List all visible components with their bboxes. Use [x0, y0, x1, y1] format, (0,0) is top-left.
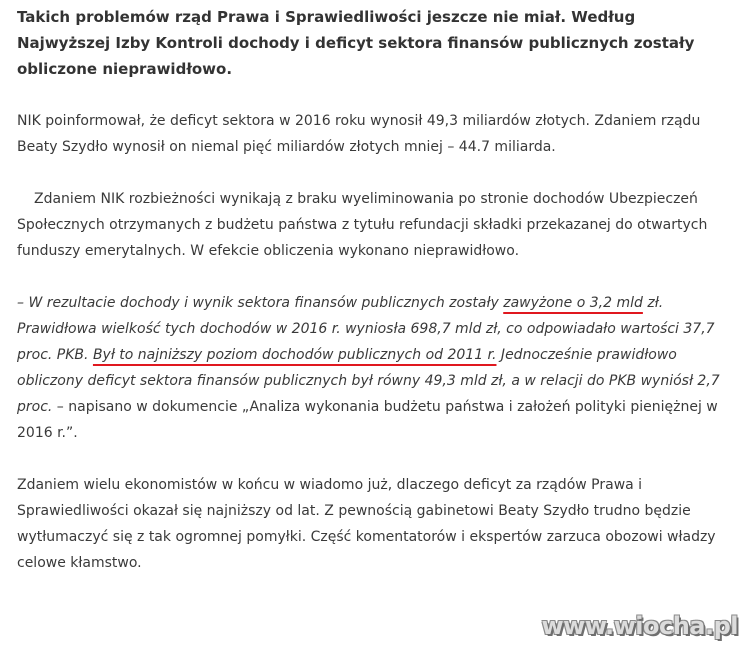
article-lead: Takich problemów rząd Prawa i Sprawiedliwości jeszcze nie miał. Według Najwyższej Izby Kontroli dochody i deficyt sektora finansów publicznych zostały obliczone nieprawidłowo. [17, 8, 695, 78]
paragraph-deficit: NIK poinformował, że deficyt sektora w 2016 roku wynosił 49,3 miliardów złotych. Zdaniem rządu Beaty Szydło wynosił on niemal pięć miliardów złotych mniej – 44.7 miliarda. [17, 113, 701, 155]
site-watermark: www.wiocha.pl [541, 612, 738, 640]
quote-text-3: Jednocześnie prawidłowo obliczony deficyt sektora finansów publicznych był równy 49,3 mld zł, a w relacji do PKB wyniósł 2,7 proc. [17, 347, 720, 415]
paragraph-economists: Zdaniem wielu ekonomistów w końcu w wiadomo już, dlaczego deficyt za rządów Prawa i Sprawiedliwości okazał się najniższy od lat. Z pewnością gabinetowi Beaty Szydło trudno będzie wytłumaczyć się z tak ogromnej pomyłki. Część komentatorów i ekspertów zarzuca obozowi władzy celowe kłamstwo. [17, 477, 716, 571]
paragraph-quote [17, 290, 729, 446]
highlight-lowest-level: Był to najniższy poziom dochodów publicznych od 2011 r. [92, 347, 497, 363]
quote-text-2: zł. Prawidłowa wielkość tych dochodów w 2016 r. wyniosła 698,7 mld zł, co odpowiadało wartości 37,7 proc. PKB. [17, 295, 715, 363]
quote-source: – napisano w dokumencie „Analiza wykonania budżetu państwa i założeń polityki pieniężnej w 2016 r.”. [17, 399, 718, 441]
article [17, 0, 729, 576]
highlight-overstated: zawyżone o 3,2 mld [503, 295, 643, 311]
paragraph-nik-explanation: Zdaniem NIK rozbieżności wynikają z braku wyeliminowania po stronie dochodów Ubezpieczeń Społecznych otrzymanych z budżetu państwa z tytułu refundacji składki przekazanej do otwartych funduszy emerytalnych. W efekcie obliczenia wykonano nieprawidłowo. [17, 191, 708, 259]
quote-text-1: – W rezultacie dochody i wynik sektora finansów publicznych zostały [17, 295, 504, 311]
